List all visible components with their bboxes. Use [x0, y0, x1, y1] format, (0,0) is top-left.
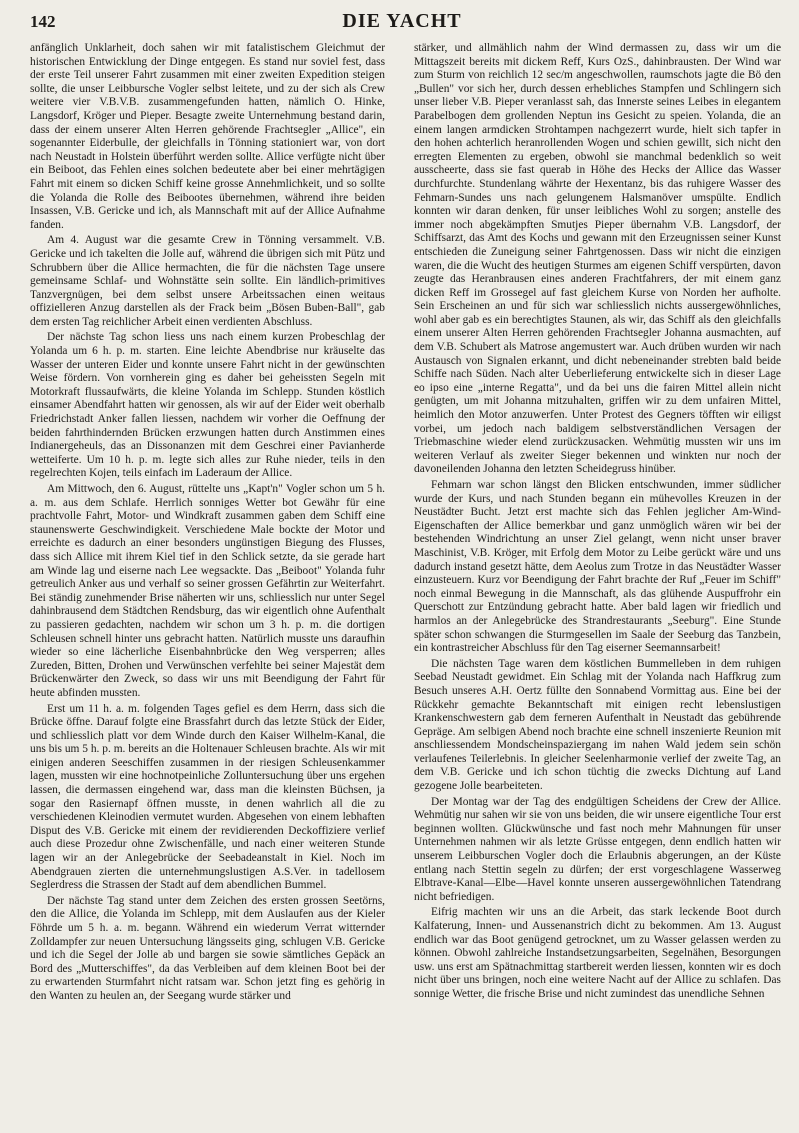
- page-number: 142: [30, 12, 56, 31]
- paragraph: Erst um 11 h. a. m. folgenden Tages gefiel es dem Herrn, dass sich die Brücke öffne. Darauf folgte eine Brassfahrt durch das letzte Stück der Eider, und schliesslich platt vor dem Winde durch den Kaiser Wilhelm-Kanal, die uns bis um 5 h. p. m. bereits an die Holtenauer Schleusen brachte. Als wir mit einigen anderen Seeschiffen zusammen in der riesigen Schleusenkammer lagen, mussten wir eine hochnotpeinliche Zolluntersuchung über uns ergehen lassen, die dermassen eingehend war, dass man die kleinsten Büchsen, ja sogar den Rasiernapf öffnen musste, in denen wahrlich all die zu verschiedenen Kleinodien vermutet wurden. Abgesehen von einem lebhaften Disput des V.B. Gericke mit einem der revidierenden Deckoffiziere verlief auch diese Prozedur ohne Zwischenfälle, und nach einer weiteren Stunde lagen wir an der Anlegebrücke der Seebadeanstalt in Kiel. Noch im Abendgrauen zierten die unternehmungslustigen A.S.Ver. in tadellosem Seglerdress die Strassen der Stadt auf dem abendlichen Bummel.: [30, 702, 385, 892]
- page-header: [26, 8, 778, 32]
- paragraph: anfänglich Unklarheit, doch sahen wir mit fatalistischem Gleichmut der historischen Entwicklung der Dinge entgegen. Es stand nur soviel fest, dass der erste Teil unserer Fahrt zusammen mit einer zweiten Expedition steigen sollte, die unser Leibbursche Vogler selbst leitete, und zu der sich als Crew weitere vier V.B.V.B. zusammengefunden hatten, nämlich O. Hinke, Langsdorf, Kröger und Pieper. Besagte zweite Unternehmung bestand darin, dass der einem unserer Alten Herren gehörende Frachtsegler „Allice", ein sogenannter Eiderbulle, der gleichfalls in Tönning stationiert war, von dort nach Neustadt in Holstein überführt werden sollte. Allice verfügte nicht über ein Beiboot, das Fehlen eines solchen bedeutete aber bei einer mehrtägigen Fahrt mit einem so dicken Schiff keine grosse Annehmlichkeit, und so sollte die Yolanda die Rolle des Beibootes übernehmen, während ihre beiden Insassen, V.B. Gericke und ich, als Mannschaft mit auf der Allice Aufnahme fanden.: [30, 42, 385, 231]
- paragraph: Die nächsten Tage waren dem köstlichen Bummelleben in dem ruhigen Seebad Neustadt gewidmet. Ein Schlag mit der Yolanda nach Haffkrug zum Besuch unseres A.H. Oertz füllte den Sonnabend Vormittag aus. Eine bei der Rückkehr gemachte Bekanntschaft mit einigen recht lebenslustigen Krankenschwestern gab dem ferneren Aufenthalt in Neustadt das gebührende Gepräge. Am selbigen Abend noch brachte eine schnell inszenierte Reunion mit anschliessendem Mondscheinspaziergang im nahen Wald jedem sein schön verlaufenes Teilerlebnis. In gleicher Seelenharmonie verlief der zweite Tag, an dem V.B. Gericke und ich schon tüchtig die zwecks Dichtung auf Land gezogene Jolle bearbeiteten.: [414, 657, 781, 793]
- paragraph: Fehmarn war schon längst den Blicken entschwunden, immer südlicher wurde der Kurs, und nach Stunden begann ein mühevolles Kreuzen in der Neustädter Bucht. Jetzt erst machte sich das Fehlen jeglicher Am-Wind-Eigenschaften der Allice bemerkbar und ganz unmöglich wären wir bei der bestehenden Windrichtung an unser Ziel gelangt, wenn nicht unser braver Maschinist, V.B. Kröger, mit Erfolg dem Motor zu Leibe gerückt wäre und uns dadurch instand gesetzt hätte, dem Aeolus zum Trotze in das Neustädter Wasser einzusteuern. Kurz vor Beendigung der Fahrt brachte der Ruf „Feuer im Schiff" noch einmal Bewegung in die Mannschaft, als das glühende Auspuffrohr ein Querschott zur Entzündung gebracht hatte. Aber bald lagen wir friedlich und harmlos an der Anlegebrücke des Strandrestaurants „Seeburg". Eine Stunde später schon schwangen die Sturmgesellen im Saale der Seeburg das Tanzbein, ein kontrastreicher Abschluss für den Tag eiserner Seemannsarbeit!: [414, 479, 781, 655]
- paragraph: Der Montag war der Tag des endgültigen Scheidens der Crew der Allice. Wehmütig nur sahen wir sie von uns beiden, die wir unsere eigentliche Tour erst beginnen wollten. Glückwünsche und fast noch mehr Mahnungen für unser Unternehmen nahmen wir als letzte Grüsse entgegen, denn endlich hatten wir unserem Leibburschen Vogler doch die Erlaubnis abgerungen, an der Küste entlang nach Stettin segeln zu dürfen; der erst vorgeschlagene Wasserweg Elbtrave-Kanal—Elbe—Havel konnte unseren aussergewöhnlichen Tatendrang nicht befriedigen.: [414, 795, 781, 903]
- paragraph: Der nächste Tag stand unter dem Zeichen des ersten grossen Seetörns, den die Allice, die Yolanda im Schlepp, mit dem Auslaufen aus der Kieler Föhrde um 5 h. a. m. begann. Während ein wiederum Verrat witternder Zolldampfer zur neuen Untersuchung längsseits ging, schlugen V.B. Gericke und ich die Segel der Jolle ab und bargen sie sowie sämtliches Gepäck an Bord des „Mutterschiffes", da das Verbleiben auf dem kleinen Boot bei der zu erwartenden Sturmfahrt nicht ratsam war. Schon jetzt fing es gehörig in den Wanten zu heulen an, der Seegang wurde stärker und: [30, 894, 385, 1002]
- paragraph: stärker, und allmählich nahm der Wind dermassen zu, dass wir um die Mittagszeit bereits mit dickem Reff, Kurs OzS., dahinbrausten. Der Wind war zum Sturm von reichlich 12 sec/m angeschwollen, raumschots jagte die Bö den „Bullen" vor sich her, durch dessen erhebliches Stampfen und Schlingern sich unser lieber V.B. Pieper veranlasst sah, das Innerste seines Leibes in elegantem Parabelbogen dem grollenden Neptun ins Gesicht zu speien. Yolanda, die an einem langen armdicken Strohtampen nachgezerrt wurde, hielt sich tapfer in den hohen achterlich heranrollenden Wogen und schien gewillt, sich nicht den erregten Elementen zu ergeben, obwohl sie manchmal bedenklich so weit ausscheerte, dass sie fast querab in Höhe des Hecks der Allice das Wasser durchfurchte. Stundenlang währte der Hexentanz, bis das ruhigere Wasser des Fehmarn-Sundes uns nach gelungenem Halsmanöver umspülte. Endlich konnten wir daran denken, für unser leibliches Wohl zu sorgen; anstelle des immer noch abgekämpften Smutjes Pieper übernahm V.B. Langsdorf, der Schiffsarzt, das Amt des Kochs und gewann mit den Erzeugnissen seiner Kunst entschieden die Zuneigung seiner Fahrtgenossen. Dass wir nicht die einzigen waren, die die Wucht des heutigen Sturmes am eigenen Schiff verspürten, davon zeugte das Heranbrausen eines anderen Frachtfahrers, der mit einem ganz dicken Reff im Grossegel auf fast gleichem Kurse von Norden her aufholte. Sein Erscheinen an und für sich war schliesslich nichts aussergewöhnliches, wohl aber gab es ein berechtigtes Staunen, als wir, das Schiff als den gleichfalls einem unserer Alten Herren gehörenden Frachtsegler Johanna ausmachten, auf dem V.B. Schubert als Matrose angemustert war. Auch drüben wurden wir nach Austausch von Signalen erkannt, und dicht nebeneinander strebten bald beide Schiffe nach Süden. Nach alter Ueberlieferung entwickelte sich in dieser Lage eo ipso eine „interne Regatta", und da bei uns die fairen Mittel allein nicht genügten, um mit Johanna mitzuhalten, griffen wir zu dem unfairen Mittel, heimlich den Motor anzuwerfen. Unter Protest des Gegners töfften wir eiligst vorbei, um jedoch nach baldigem selbstverständlichen Versagen der Triebmaschine wieder elend zurückzusacken. Wehmütig mussten wir uns im weiteren Verlauf als zweiter Sieger bekennen und winkten nur noch der davoneilenden Johanna den letzten Scheidegruss hinüber.: [414, 42, 781, 476]
- paragraph: Eifrig machten wir uns an die Arbeit, das stark leckende Boot durch Kalfaterung, Innen- und Aussenanstrich dicht zu bekommen. Am 13. August endlich war das Boot genügend getrocknet, um zu Wasser gelassen werden zu können. Obwohl zahlreiche Instandsetzungsarbeiten, Segelnähen, Besorgungen usw. uns erst am Spätnachmittag startbereit werden liessen, konnten wir es doch nicht über uns bringen, noch eine weitere Nacht auf der Allice zu schlafen. Das sonnige Wetter, die frische Brise und nicht zumindest das unendliche Sehnen: [414, 906, 781, 1000]
- paragraph: Der nächste Tag schon liess uns nach einem kurzen Probeschlag der Yolanda um 6 h. p. m. starten. Eine leichte Abendbrise nur kräuselte das Wasser der unteren Eider und konnte unsere Fahrt nicht in der gewünschten Weise fördern. Von vornherein ging es daher bei geheissten Segeln mit Motorkraft flussaufwärts, die kleine Yolanda im Schlepp. Stunden köstlich einsamer Abendfahrt hatten wir genossen, als wir auf der Eider weit oberhalb Friedrichstadt Anker fallen liessen, nachdem wir vorher die Oeffnung der beiden fahrthindernden Brücken erzwungen hatten durch Anstimmen eines Indianergeheuls, das an Dissonanzen mit dem Geschrei einer Pavianherde wetteiferte. Um 10 h. p. m. legte sich alles zur Ruhe nieder, teils in den regelrechten Kojen, teils einfach im Laderaum der Allice.: [30, 331, 385, 480]
- paragraph: Am Mittwoch, den 6. August, rüttelte uns „Kapt'n" Vogler schon um 5 h. a. m. aus dem Schlafe. Herrlich sonniges Wetter bot Gewähr für eine prachtvolle Fahrt, Motor- und Windkraft zusammen gaben dem Schiff eine staunenswerte Geschwindigkeit. Verschiedene Male bockte der Motor und erreichte es dadurch an einer besonders ungünstigen Biegung des Flusses, dass sich Allice mit ihrem Kiel tief in den Schlick setzte, da sie gerade hart am Winde lag und eiserne nach Lee wegsackte. Das „Beiboot" Yolanda fuhr getreulich Anker aus und verhalf so seiner grossen Gefährtin zur Weiterfahrt. Bei ständig zunehmender Brise näherten wir uns, schliesslich nur unter Segel dahinbrausend dem Städtchen Rendsburg, das wir eigentlich ohne Aufenthalt zu passieren gedachten, nachdem wir schon um 3 h. p. m. die dortigen Schleusen schnell hinter uns gebracht hatten. Natürlich musste uns daraufhin wieder so eine lächerliche Eisenbahnbrücke den Weg versperren; alles Zureden, Bitten, Drohen und Verwünschen verfehlte bei seiner Majestät dem Brückenwärter den Zweck, so dass wir uns mit Beendigung der Fahrt für heute abfinden mussten.: [30, 483, 385, 699]
- right-column: [414, 42, 781, 1127]
- left-column: [30, 42, 385, 1127]
- paragraph: Am 4. August war die gesamte Crew in Tönning versammelt. V.B. Gericke und ich takelten die Jolle auf, während die übrigen sich mit Pütz und Schrubbern über die Allice hermachten, die für die nächsten Tage unsere gemeinsame Schlaf- und Wohnstätte sein sollte. Ein ländlich-primitives Tanzvergnügen, bei dem selbst unsere Arbeitssachen einen weitaus offizielleren Anzug darstellen als der Frack beim „Bösen Buben-Ball", gab dem ersten Tag reichlicher Arbeit einen verdienten Abschluss.: [30, 234, 385, 328]
- journal-title: DIE YACHT: [342, 10, 462, 32]
